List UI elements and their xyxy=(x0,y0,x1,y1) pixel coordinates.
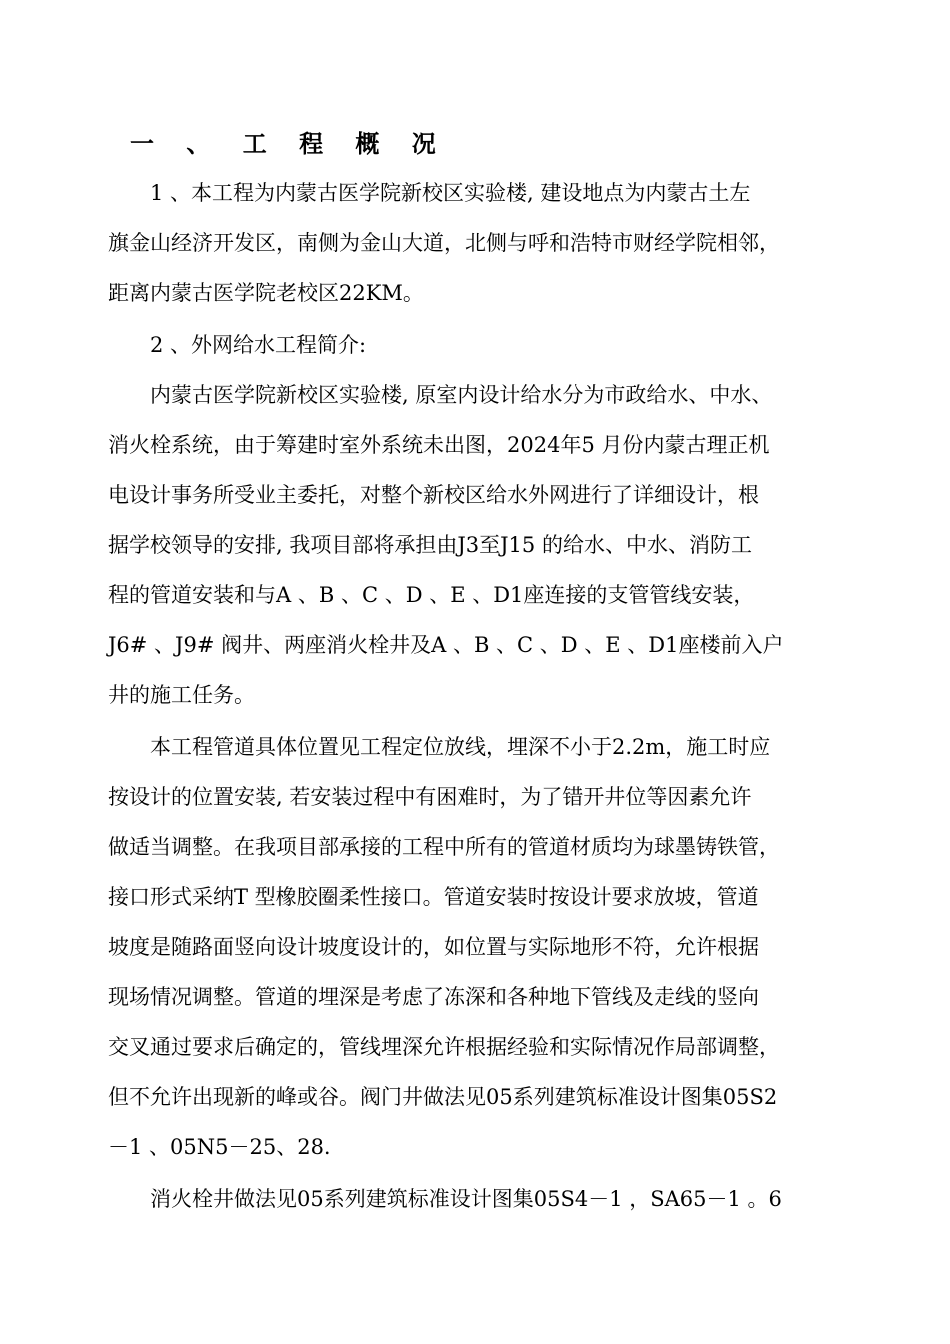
paragraph-line: 据学校领导的安排, 我项目部将承担由J3至J15 的给水、中水、消防工 xyxy=(108,533,752,557)
paragraph-line: 接口形式采纳T 型橡胶圈柔性接口。管道安装时按设计要求放坡，管道 xyxy=(108,885,759,909)
section-heading: 一 、 工 程 概 况 xyxy=(130,129,448,158)
paragraph-line: 2 、外网给水工程简介: xyxy=(150,333,367,357)
paragraph-line: 1 、本工程为内蒙古医学院新校区实验楼, 建设地点为内蒙古土左 xyxy=(150,181,751,205)
paragraph-line: 现场情况调整。管道的埋深是考虑了冻深和各种地下管线及走线的竖向 xyxy=(108,985,759,1009)
paragraph-line: 距离内蒙古医学院老校区22KM。 xyxy=(108,281,424,305)
paragraph-line: 井的施工任务。 xyxy=(108,683,255,707)
paragraph-line: 按设计的位置安装, 若安装过程中有困难时，为了错开井位等因素允许 xyxy=(108,785,752,809)
paragraph-line: 但不允许出现新的峰或谷。阀门井做法见05系列建筑标准设计图集05S2 xyxy=(108,1085,778,1109)
paragraph-line: 做适当调整。在我项目部承接的工程中所有的管道材质均为球墨铸铁管， xyxy=(108,835,780,859)
paragraph-line: 程的管道安装和与A 、B 、C 、D 、E 、D1座连接的支管管线安装， xyxy=(108,583,755,607)
paragraph-line: 消火栓系统，由于筹建时室外系统未出图，2024年5 月份内蒙古理正机 xyxy=(108,433,770,457)
paragraph-line: 交叉通过要求后确定的，管线埋深允许根据经验和实际情况作局部调整， xyxy=(108,1035,780,1059)
paragraph-line: 消火栓井做法见05系列建筑标准设计图集05S4－1 ，SA65－1 。6 xyxy=(150,1187,782,1211)
paragraph-line: －1 、05N5－25、28. xyxy=(108,1135,331,1159)
paragraph-line: J6# 、J9# 阀井、两座消火栓井及A 、B 、C 、D 、E 、D1座楼前入户 xyxy=(108,633,784,657)
paragraph-line: 内蒙古医学院新校区实验楼, 原室内设计给水分为市政给水、中水、 xyxy=(150,383,773,407)
paragraph-line: 坡度是随路面竖向设计坡度设计的，如位置与实际地形不符，允许根据 xyxy=(108,935,759,959)
paragraph-line: 旗金山经济开发区，南侧为金山大道，北侧与呼和浩特市财经学院相邻， xyxy=(108,231,780,255)
paragraph-line: 电设计事务所受业主委托，对整个新校区给水外网进行了详细设计，根 xyxy=(108,483,759,507)
paragraph-line: 本工程管道具体位置见工程定位放线，埋深不小于2.2m，施工时应 xyxy=(150,735,771,759)
